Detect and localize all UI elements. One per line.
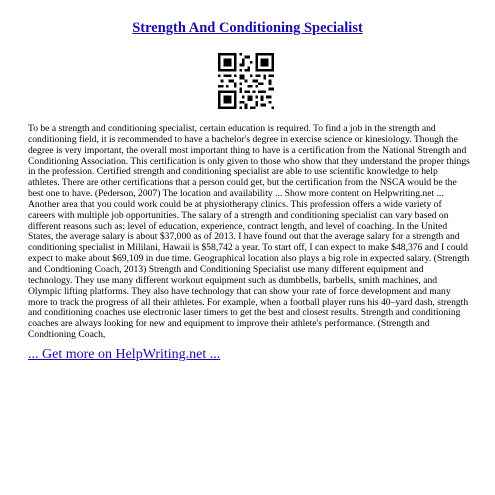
document-body-text: To be a strength and conditioning specialist, certain education is required. To find a job in the strength and conditioning field, it is recommended to have a bachelor's degree in exercise science or kinesiology. Though the degree is very important, the overall most important thing to have is a certification from the National Strength and Conditioning Association. This certification is only given to those who show that they understand the proper things in the profession. Certified strength and conditioning specialist are able to use scientific knowledge to help athletes. There are other certifications that a person could get, but the certification from the NSCA would be the best one to have. (Pederson, 2007) The location and availability ... Show more content on Helpwriting.net ... Another area that you could work could be at physiotherapy clinics. This profession offers a wide variety of careers with multiple job opportunities. The salary of a strength and conditioning specialist can vary based on different reasons such as: level of education, experience, contract length, and level of coaching. In the United States, the average salary is about $37,000 as of 2013. I have found out that the average salary for a strength and conditioning specialist in Mililani, Hawaii is $58,742 a year. To start off, I can expect to make $48,376 and I could expect to make about $69,109 in due time. Geographical location also plays a big role in expected salary. (Strength and Condtioning Coach, 2013) Strength and Conditioning Specialist use many different equipment and technology. They use many different workout equipment such as dumbbells, barbells, smith machines, and Olympic lifting platforms. They also have technology that can show your rate of force development and many more to track the progress of all their athletes. For example, when a football player runs his 40–yard dash, strength and conditioning coaches use electronic laser timers to get the best and closest results. Strength and conditioning coaches are always looking for new and equipment to improve their athlete's performance. (Strength and Condtioning Coach, (28, 123, 470, 341)
document-title-link[interactable]: Strength And Conditioning Specialist (132, 20, 363, 36)
qr-code-icon (218, 53, 274, 109)
get-more-link[interactable]: ... Get more on HelpWriting.net ... (28, 347, 221, 362)
